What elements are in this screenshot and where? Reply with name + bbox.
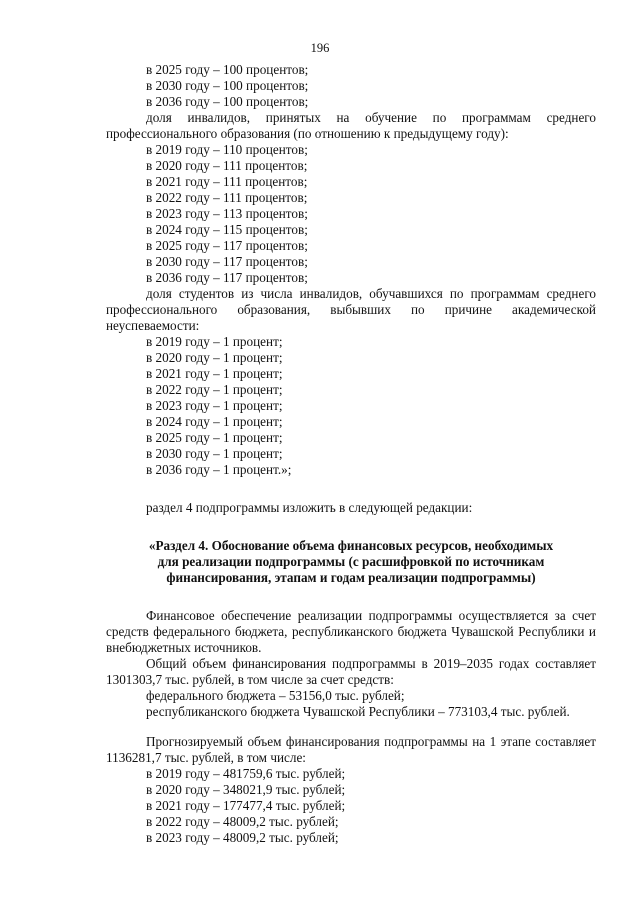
list-item: в 2022 году – 48009,2 тыс. рублей; [146, 814, 339, 829]
list-admitted-percent [106, 142, 596, 286]
list-item: в 2020 году – 348021,9 тыс. рублей; [146, 782, 346, 797]
list-item: в 2025 году – 117 процентов; [146, 238, 308, 253]
list-item: в 2023 году – 1 процент; [146, 398, 283, 413]
federal-budget-line: федерального бюджета – 53156,0 тыс. рублей; [146, 688, 405, 703]
list-stage1-years [106, 766, 596, 846]
list-2025-2036-percent [106, 62, 596, 110]
list-item: в 2019 году – 110 процентов; [146, 142, 308, 157]
list-item: в 2023 году – 113 процентов; [146, 206, 308, 221]
list-item: в 2036 году – 117 процентов; [146, 270, 308, 285]
indicator-disabled-admitted: доля инвалидов, принятых на обучение по программам среднего профессионального образования (по отношению к предыдущему году): [106, 110, 596, 141]
republic-budget-line: республиканского бюджета Чувашской Республики – 773103,4 тыс. рублей. [146, 704, 570, 719]
list-item: в 2025 году – 100 процентов; [146, 62, 309, 77]
list-item: в 2023 году – 48009,2 тыс. рублей; [146, 830, 339, 845]
paragraph-total-funding: Общий объем финансирования подпрограммы в 2019–2035 годах составляет 1301303,7 тыс. рублей, в том числе за счет средств: [106, 656, 596, 687]
heading-line: финансирования, этапам и годам реализации подпрограммы) [166, 570, 536, 585]
list-item: в 2036 году – 100 процентов; [146, 94, 309, 109]
list-item: в 2022 году – 111 процентов; [146, 190, 308, 205]
heading-line: для реализации подпрограммы (с расшифровкой по источникам [157, 554, 545, 569]
list-item: в 2019 году – 481759,6 тыс. рублей; [146, 766, 346, 781]
list-item: в 2030 году – 1 процент; [146, 446, 283, 461]
list-item: в 2022 году – 1 процент; [146, 382, 283, 397]
list-item: в 2024 году – 1 процент; [146, 414, 283, 429]
document-body [106, 62, 596, 846]
list-item: в 2020 году – 1 процент; [146, 350, 283, 365]
page-number: 196 [310, 41, 330, 55]
list-item: в 2019 году – 1 процент; [146, 334, 283, 349]
list-item: в 2024 году – 115 процентов; [146, 222, 308, 237]
list-item: в 2021 году – 1 процент; [146, 366, 283, 381]
list-dropped-percent [106, 334, 596, 478]
list-item: в 2020 году – 111 процентов; [146, 158, 308, 173]
list-item: в 2021 году – 111 процентов; [146, 174, 308, 189]
list-item: в 2030 году – 100 процентов; [146, 78, 309, 93]
list-item: в 2036 году – 1 процент.»; [146, 462, 292, 477]
list-item: в 2030 году – 117 процентов; [146, 254, 308, 269]
paragraph-stage-1: Прогнозируемый объем финансирования подпрограммы на 1 этапе составляет 1136281,7 тыс. рублей, в том числе: [106, 734, 596, 765]
amendment-instruction: раздел 4 подпрограммы изложить в следующей редакции: [146, 500, 473, 515]
list-item: в 2021 году – 177477,4 тыс. рублей; [146, 798, 346, 813]
section-4-heading [106, 538, 596, 586]
paragraph-funding-sources: Финансовое обеспечение реализации подпрограммы осуществляется за счет средств федерального бюджета, республиканского бюджета Чувашской Республики и внебюджетных источников. [106, 608, 596, 655]
list-item: в 2025 году – 1 процент; [146, 430, 283, 445]
heading-line: «Раздел 4. Обоснование объема финансовых ресурсов, необходимых [148, 538, 554, 553]
indicator-students-dropped: доля студентов из числа инвалидов, обучавшихся по программам среднего профессионального образования, выбывших по причине академической неуспеваемости: [106, 286, 596, 333]
